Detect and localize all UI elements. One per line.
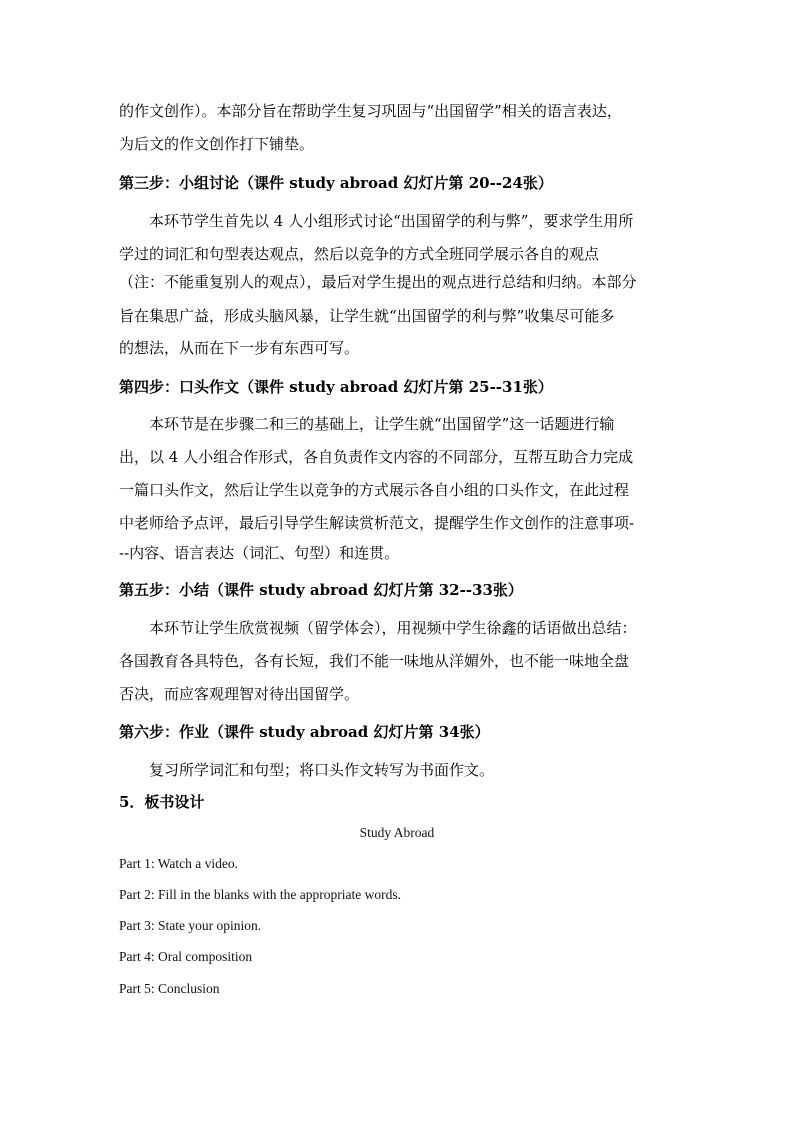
step4-line-1: 本环节是在步骤二和三的基础上，让学生就“出国留学”这一话题进行输 xyxy=(149,415,615,433)
step3-line-3: （注：不能重复别人的观点），最后对学生提出的观点进行总结和归纳。本部分 xyxy=(119,273,637,291)
step4-line-5: --内容、语言表达（词汇、句型）和连贯。 xyxy=(119,544,400,562)
step3-heading: 第三步：小组讨论（课件 study abroad 幻灯片第 20--24张） xyxy=(119,174,553,192)
step5-line-2: 各国教育各具特色，各有长短，我们不能一味地从洋媚外，也不能一味地全盘 xyxy=(119,652,630,670)
step4-line-3: 一篇口头作文，然后让学生以竞争的方式展示各自小组的口头作文，在此过程 xyxy=(119,481,630,499)
step3-line-5: 的想法，从而在下一步有东西可写。 xyxy=(119,339,360,357)
board-part-4: Part 4: Oral composition xyxy=(119,949,253,964)
step6-heading: 第六步：作业（课件 study abroad 幻灯片第 34张） xyxy=(119,723,490,741)
step4-line-2: 出，以 4 人小组合作形式，各自负责作文内容的不同部分，互帮互助合力完成 xyxy=(119,448,634,466)
step3-line-2: 学过的词汇和句型表达观点，然后以竞争的方式全班同学展示各自的观点 xyxy=(119,245,600,263)
step5-heading: 第五步：小结（课件 study abroad 幻灯片第 32--33张） xyxy=(119,581,523,599)
board-title: Study Abroad xyxy=(359,825,435,840)
step3-line-1: 本环节学生首先以 4 人小组形式讨论“出国留学的利与弊”，要求学生用所 xyxy=(149,212,634,230)
step5-line-1: 本环节让学生欣赏视频（留学体会），用视频中学生徐鑫的话语做出总结： xyxy=(149,619,637,637)
board-part-5: Part 5: Conclusion xyxy=(119,981,220,996)
step4-line-4: 中老师给予点评，最后引导学生解读赏析范文，提醒学生作文创作的注意事项- xyxy=(119,514,635,532)
board-part-2: Part 2: Fill in the blanks with the appropriate words. xyxy=(119,887,401,902)
section5-heading: 5．板书设计 xyxy=(119,793,205,811)
step4-heading: 第四步：口头作文（课件 study abroad 幻灯片第 25--31张） xyxy=(119,378,553,396)
intro-line-1: 的作文创作）。本部分旨在帮助学生复习巩固与“出国留学”相关的语言表达， xyxy=(119,102,622,120)
board-part-3: Part 3: State your opinion. xyxy=(119,918,262,933)
step6-line-1: 复习所学词汇和句型；将口头作文转写为书面作文。 xyxy=(149,761,495,779)
intro-line-2: 为后文的作文创作打下铺垫。 xyxy=(119,135,315,153)
step3-line-4: 旨在集思广益，形成头脑风暴，让学生就“出国留学的利与弊”收集尽可能多 xyxy=(119,307,615,325)
step5-line-3: 否决，而应客观理智对待出国留学。 xyxy=(119,685,360,703)
board-part-1: Part 1: Watch a video. xyxy=(119,856,239,871)
